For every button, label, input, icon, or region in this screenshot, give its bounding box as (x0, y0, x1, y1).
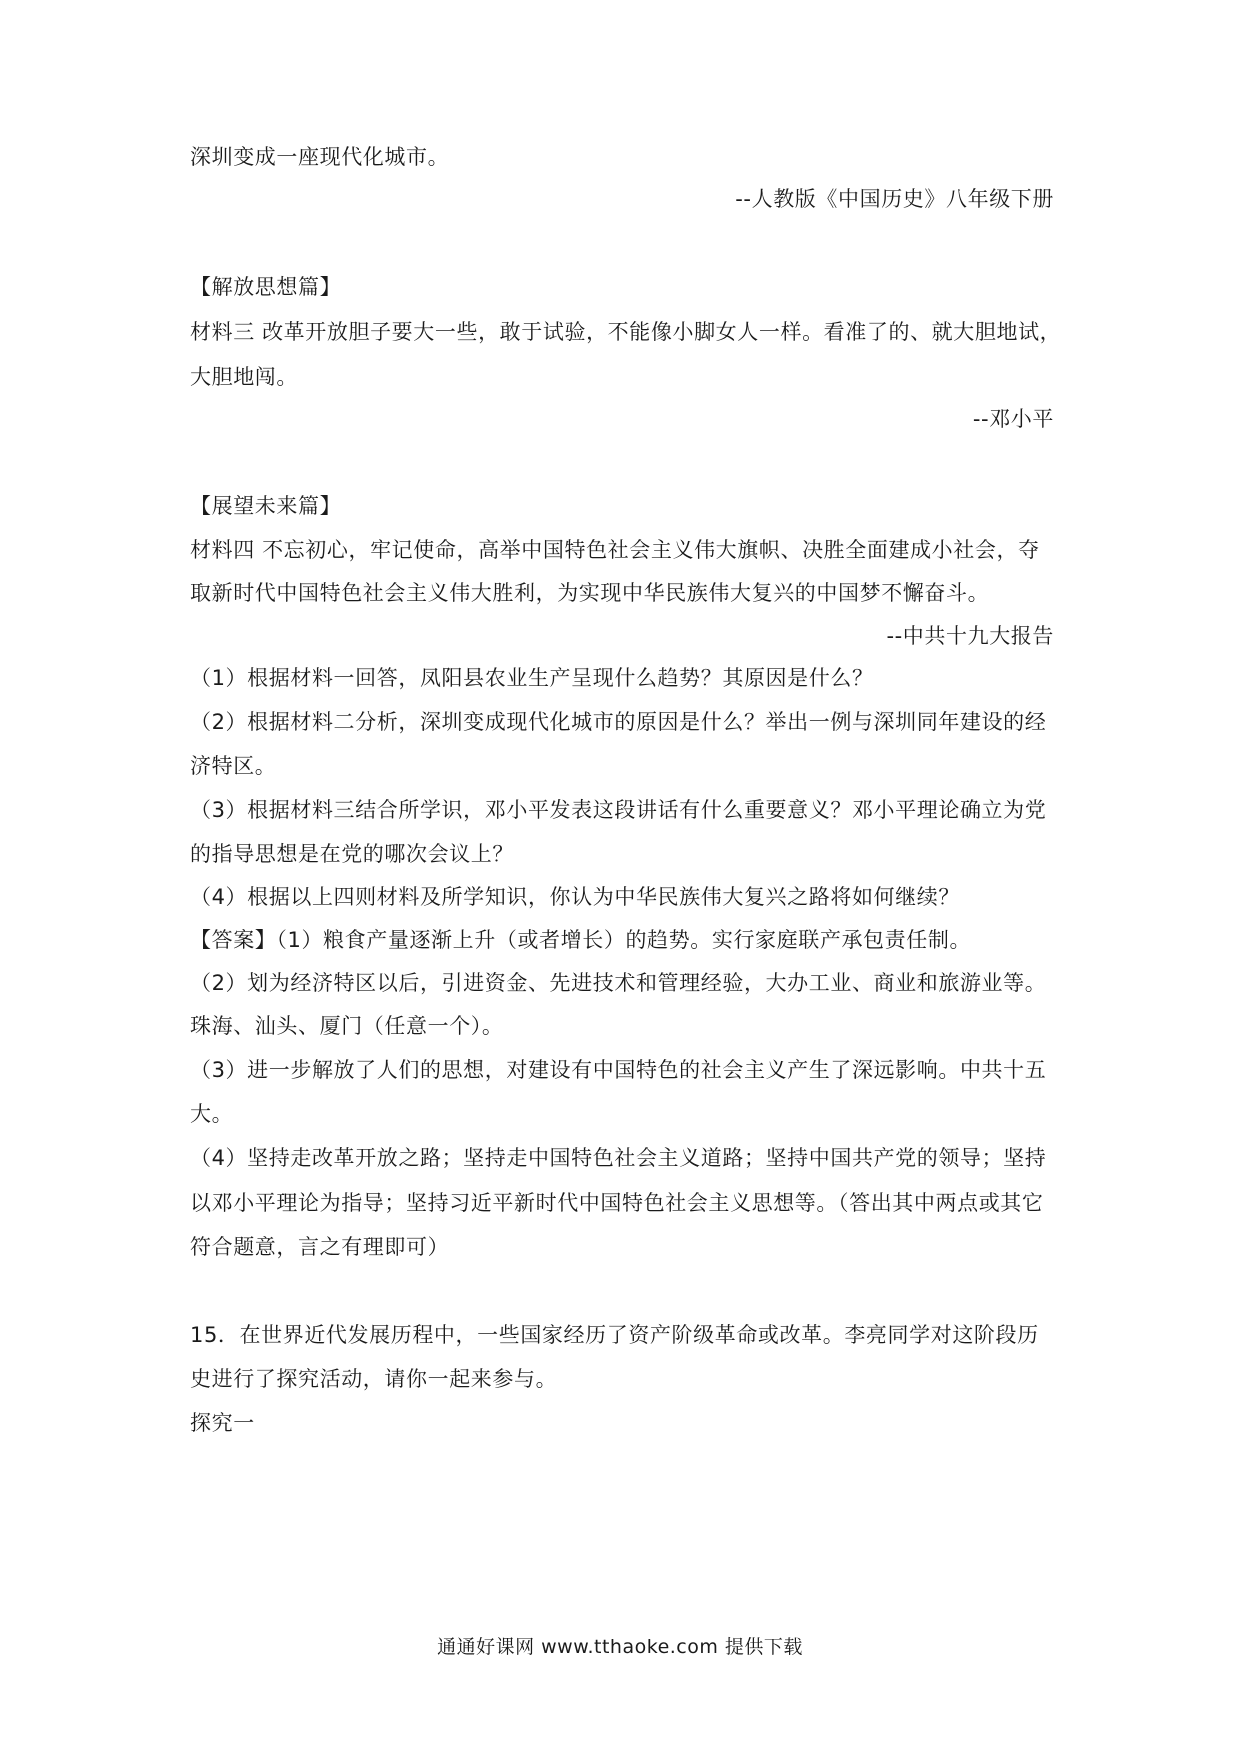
question-2: （2）根据材料二分析，深圳变成现代化城市的原因是什么？举出一例与深圳同年建设的经 (190, 710, 1047, 734)
question-15: 15．在世界近代发展历程中，一些国家经历了资产阶级革命或改革。李亮同学对这阶段历 (190, 1323, 1039, 1347)
answer-2-cont: 珠海、汕头、厦门（任意一个）。 (190, 1014, 504, 1038)
question-15-cont: 史进行了探究活动，请你一起来参与。 (190, 1367, 558, 1391)
answer-3: （3）进一步解放了人们的思想，对建设有中国特色的社会主义产生了深远影响。中共十五 (190, 1058, 1047, 1082)
text-line: 材料三 改革开放胆子要大一些，敢于试验，不能像小脚女人一样。看准了的、就大胆地试， (190, 320, 1062, 344)
text-line: 大胆地闯。 (190, 365, 298, 389)
text-line: 材料四 不忘初心，牢记使命，高举中国特色社会主义伟大旗帜、决胜全面建成小社会，夺 (190, 538, 1040, 562)
section-heading: 【解放思想篇】 (190, 275, 342, 299)
section-heading: 【展望未来篇】 (190, 494, 342, 518)
text-line: 深圳变成一座现代化城市。 (190, 145, 450, 169)
answer-1: 【答案】（1）粮食产量逐渐上升（或者增长）的趋势。实行家庭联产承包责任制。 (190, 928, 972, 952)
source-citation: --邓小平 (972, 407, 1054, 431)
question-1: （1）根据材料一回答，凤阳县农业生产呈现什么趋势？其原因是什么？ (190, 666, 874, 690)
source-citation: --人教版《中国历史》八年级下册 (735, 187, 1054, 211)
answer-4-cont: 以邓小平理论为指导；坚持习近平新时代中国特色社会主义思想等。（答出其中两点或其它 (190, 1191, 1044, 1215)
question-3-cont: 的指导思想是在党的哪次会议上？ (190, 842, 514, 866)
answer-2: （2）划为经济特区以后，引进资金、先进技术和管理经验，大办工业、商业和旅游业等。 (190, 971, 1047, 995)
question-4: （4）根据以上四则材料及所学知识，你认为中华民族伟大复兴之路将如何继续？ (190, 885, 960, 909)
question-3: （3）根据材料三结合所学识，邓小平发表这段讲话有什么重要意义？邓小平理论确立为党 (190, 798, 1047, 822)
text-line: 取新时代中国特色社会主义伟大胜利，为实现中华民族伟大复兴的中国梦不懈奋斗。 (190, 581, 990, 605)
source-citation: --中共十九大报告 (886, 624, 1054, 648)
sub-heading-explore: 探究一 (190, 1411, 255, 1435)
page-footer: 通通好课网 www.tthaoke.com 提供下载 (437, 1636, 803, 1658)
answer-3-cont: 大。 (190, 1102, 234, 1126)
question-2-cont: 济特区。 (190, 754, 277, 778)
answer-4: （4）坚持走改革开放之路；坚持走中国特色社会主义道路；坚持中国共产党的领导；坚持 (190, 1146, 1047, 1170)
answer-4-cont: 符合题意，言之有理即可） (190, 1235, 450, 1259)
